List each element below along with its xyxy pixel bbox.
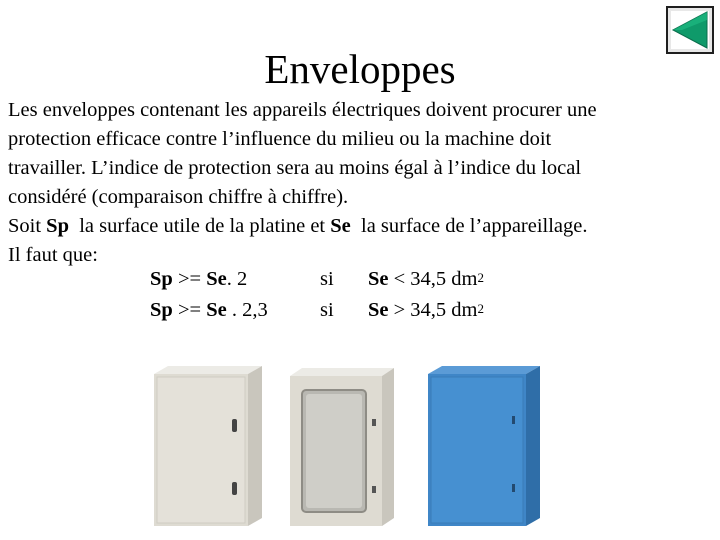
formula-2-exponent: 2 [477, 301, 485, 316]
formula-2 [150, 296, 484, 325]
enclosure-closed-image [148, 364, 268, 529]
soit-middle: la surface utile de la platine et [68, 215, 331, 237]
formula-1-factor: . 2 [226, 268, 248, 290]
formula-2-rhs-se: Se [368, 299, 389, 321]
body-text [8, 96, 708, 270]
formula-2-rhs [368, 296, 484, 325]
paragraph-line-2: protection efficace contre l’influence du milieu ou la machine doit [8, 128, 552, 150]
soit-prefix: Soit [8, 215, 47, 237]
formula-1-rhs [368, 265, 484, 294]
formula-1-rhs-se: Se [368, 268, 389, 290]
page-title: Enveloppes [264, 46, 456, 92]
formula-2-op: >= [172, 299, 207, 321]
formula-2-si: si [320, 299, 334, 321]
formula-1-sp: Sp [150, 268, 173, 290]
definition-line [8, 212, 708, 241]
paragraph-line-4: considéré (comparaison chiffre à chiffre). [8, 186, 349, 208]
soit-suffix: la surface de l’appareillage. [350, 215, 588, 237]
enclosure-glass-door-image [286, 364, 406, 529]
paragraph-line-1: Les enveloppes contenant les appareils électriques doivent procurer une [8, 99, 597, 121]
formula-2-se: Se [206, 299, 227, 321]
formula-1-si: si [320, 268, 334, 290]
formula-2-sp: Sp [150, 299, 173, 321]
enclosures-photo [148, 360, 548, 530]
formula-1-se: Se [206, 268, 227, 290]
enclosure-blue-image [424, 364, 548, 529]
formula-1 [150, 265, 484, 294]
il-faut-line: Il faut que: [8, 244, 98, 266]
formula-1-op: >= [172, 268, 207, 290]
paragraph-line-3: travailler. L’indice de protection sera au moins égal à l’indice du local [8, 157, 582, 179]
formula-2-rhs-value: > 34,5 dm [388, 299, 478, 321]
formula-2-factor: . 2,3 [226, 299, 268, 321]
formula-1-exponent: 2 [477, 270, 485, 285]
formula-2-lhs [150, 296, 320, 325]
formula-1-lhs [150, 265, 320, 294]
sp-term: Sp [46, 215, 69, 237]
formula-1-rhs-value: < 34,5 dm [388, 268, 478, 290]
se-term: Se [330, 215, 351, 237]
